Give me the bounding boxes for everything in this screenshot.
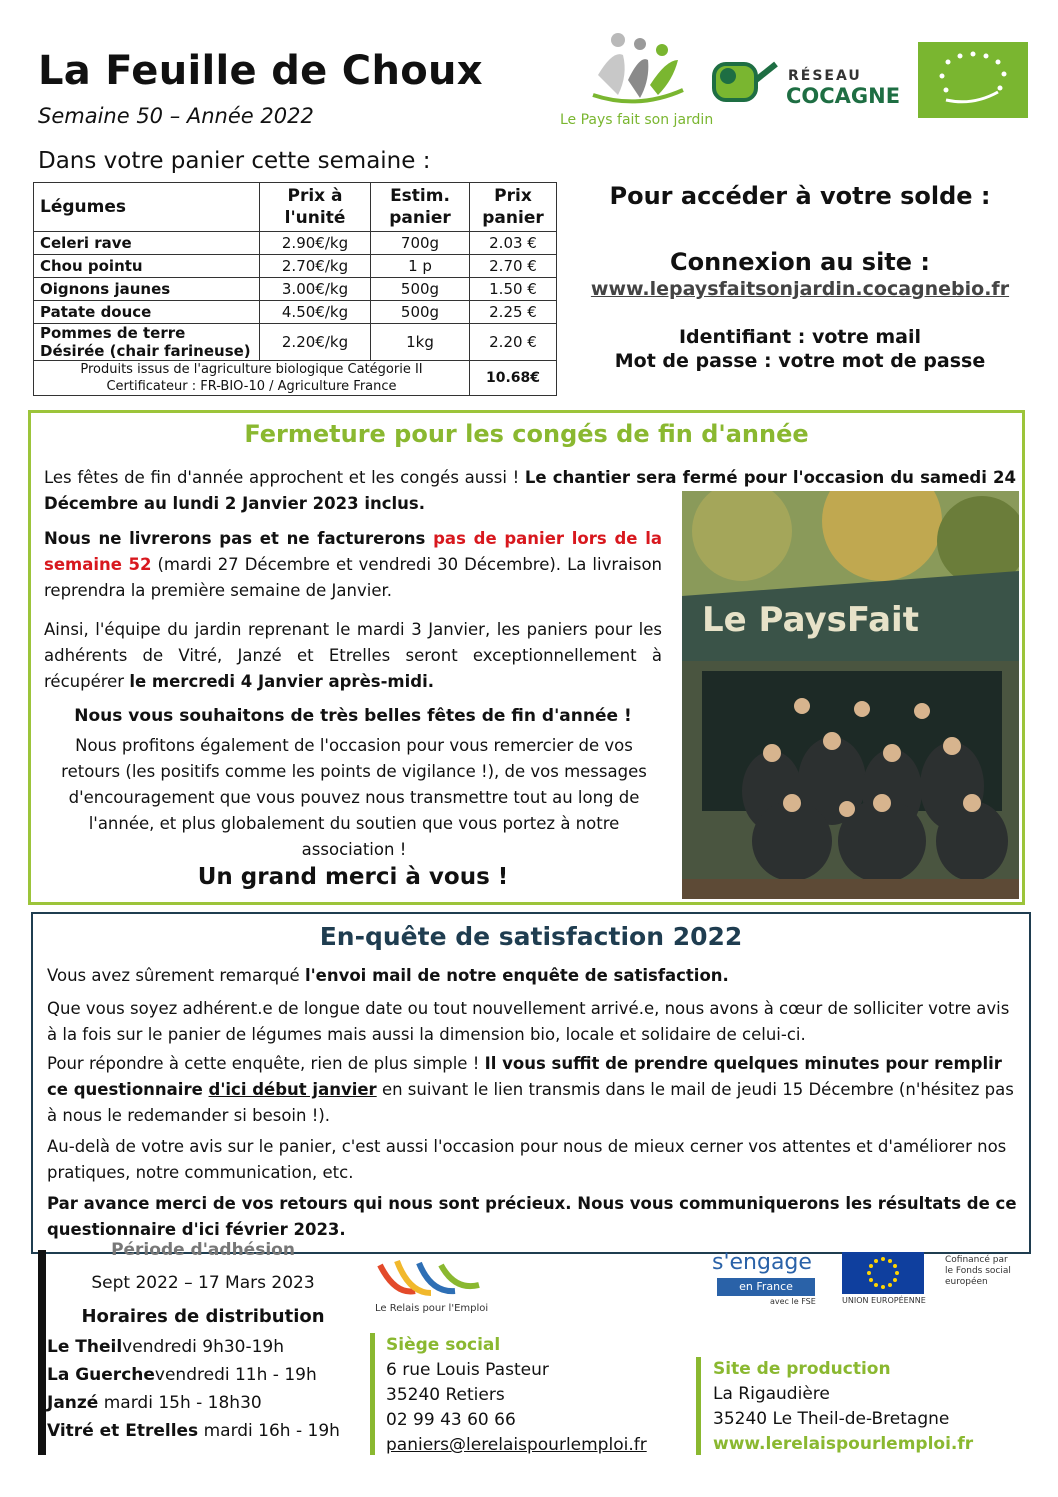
- closure-title: Fermeture pour les congés de fin d'année: [244, 420, 809, 448]
- schedule-place: Janzé: [47, 1393, 99, 1413]
- survey-paragraph-4: Au-delà de votre avis sur le panier, c'est aussi l'occasion pour nous de mieux cerner vos attentes et d'améliorer nos pratiques, notre communication, etc.: [47, 1137, 1007, 1182]
- row-qty: 500g: [371, 278, 470, 301]
- survey-p3-rest: en suivant le lien transmis dans le mail de jeudi 15 Décembre (n'hésitez pas à nous le redemander si besoin !).: [47, 1080, 1014, 1125]
- watering-can-icon: [708, 50, 783, 110]
- head-office-title: Siège social: [386, 1335, 501, 1355]
- production-site-url[interactable]: www.lerelaispourlemploi.fr: [713, 1434, 974, 1454]
- connexion-heading: Connexion au site :: [669, 248, 931, 276]
- relais-pour-emploi-logo: [370, 1255, 500, 1325]
- page-subtitle: Semaine 50 – Année 2022: [38, 104, 314, 128]
- row-total: 2.70 €: [470, 255, 557, 278]
- footer-distribution-block: [38, 1240, 368, 1445]
- closure-p2-red: pas de panier lors de la semaine 52: [44, 529, 662, 574]
- table-footer-row: [34, 361, 557, 396]
- membership-period-label: Période d'adhésion: [111, 1240, 295, 1260]
- eu-leaf-stars-icon: [918, 42, 1028, 118]
- row-total: 2.20 €: [470, 324, 557, 361]
- production-green-bar: [696, 1357, 701, 1455]
- survey-paragraph-2: Que vous soyez adhérent.e de longue date ou tout nouvellement arrivé.e, nous avons à cœur de solliciter votre avis à la fois sur le panier de légumes mais aussi la dimension bio, locale et solidaire de celui-ci.: [47, 999, 1010, 1044]
- pays-fait-son-jardin-logo: [560, 30, 720, 135]
- closure-p2-bold: Nous ne livrerons pas et ne facturerons: [44, 529, 434, 548]
- siege-green-bar: [370, 1333, 375, 1455]
- survey-p3-bold: Il vous suffit de prendre quelques minutes pour remplir ce questionnaire: [47, 1054, 1002, 1099]
- balance-access-block: [580, 182, 1020, 372]
- col-header-prix-unite: Prix à l'unité: [260, 183, 371, 232]
- schedule-hours: vendredi 9h30-19h: [122, 1337, 285, 1357]
- row-name: Patate douce: [34, 301, 260, 324]
- schedule-item: [47, 1389, 368, 1417]
- row-qty: 700g: [371, 232, 470, 255]
- schedule-item: [47, 1417, 368, 1445]
- engage-text: s'engage: [712, 1250, 812, 1275]
- survey-paragraph-5: Par avance merci de vos retours qui nous sont précieux. Nous vous communiquerons les résultats de ce questionnaire d'ici février 2023.: [47, 1194, 1017, 1239]
- table-row: [34, 232, 557, 255]
- table-header-row: [34, 183, 557, 232]
- row-name: Chou pointu: [34, 255, 260, 278]
- head-office-line: 35240 Retiers: [386, 1385, 505, 1405]
- closure-p1-text: Les fêtes de fin d'année approchent et les congés aussi !: [44, 468, 525, 487]
- certification-line2: Certificateur : FR-BIO-10 / Agriculture France: [106, 379, 397, 394]
- row-name: Oignons jaunes: [34, 278, 260, 301]
- holiday-wishes: Nous vous souhaitons de très belles fêtes de fin d'année !: [74, 706, 632, 726]
- table-row: [34, 278, 557, 301]
- eu-organic-leaf-logo: [918, 42, 1028, 118]
- row-qty: 1 p: [371, 255, 470, 278]
- table-row: [34, 255, 557, 278]
- page-title: La Feuille de Choux: [38, 48, 483, 94]
- grand-total: 10.68€: [470, 361, 557, 396]
- row-name: Celeri rave: [34, 232, 260, 255]
- closure-p3-text: Ainsi, l'équipe du jardin reprenant le mardi 3 Janvier, les paniers pour les adhérents de Vitré, Janzé et Etrelles seront exceptionnellement à récupérer: [44, 620, 662, 691]
- row-price: 4.50€/kg: [260, 301, 371, 324]
- basket-table: [33, 182, 557, 396]
- survey-title: En-quête de satisfaction 2022: [319, 922, 743, 951]
- schedule-hours: mardi 16h - 19h: [198, 1421, 340, 1441]
- thanks-paragraph: Nous profitons également de l'occasion pour vous remercier de vos retours (les positifs comme les points de vigilance !), de vos messages d'encouragement que vous pouvez nous transmettre tout au long de l'année, et plus globalement du soutien que vous portez à notre association !: [61, 736, 647, 859]
- head-office-phone: 02 99 43 60 66: [386, 1410, 516, 1430]
- organic-certification: [34, 361, 470, 396]
- row-price: 2.90€/kg: [260, 232, 371, 255]
- distribution-schedule: [38, 1333, 368, 1445]
- row-name: Pommes de terre Désirée (chair farineuse): [34, 324, 260, 361]
- survey-p1-text: Vous avez sûrement remarqué: [47, 966, 305, 985]
- schedule-item: [47, 1361, 368, 1389]
- login-password: Mot de passe : votre mot de passe: [614, 350, 986, 372]
- closure-paragraph-2: [44, 526, 662, 604]
- row-qty: 500g: [371, 301, 470, 324]
- fse-engage-logo: [712, 1250, 817, 1308]
- closure-p2-rest: (mardi 27 Décembre et vendredi 30 Décembre). La livraison reprendra la première semaine de Janvier.: [44, 555, 662, 600]
- production-site-line: 35240 Le Theil-de-Bretagne: [713, 1409, 950, 1429]
- row-price: 3.00€/kg: [260, 278, 371, 301]
- table-row: [34, 324, 557, 361]
- engage-subtext: en France: [717, 1278, 815, 1296]
- cocagne-logo: [708, 50, 908, 110]
- basket-heading: Dans votre panier cette semaine :: [38, 148, 431, 174]
- col-header-estim: Estim. panier: [371, 183, 470, 232]
- svg-text:Le PaysFait: Le PaysFait: [702, 600, 919, 640]
- balance-heading: Pour accéder à votre solde :: [609, 182, 991, 210]
- schedule-place: Le Theil: [47, 1337, 123, 1357]
- survey-p3-deadline: d'ici début janvier: [208, 1080, 377, 1099]
- cocagne-line1: RÉSEAU: [788, 68, 862, 84]
- row-price: 2.70€/kg: [260, 255, 371, 278]
- team-photo: [682, 491, 1019, 899]
- survey-paragraph-3: [47, 1051, 1017, 1129]
- schedule-place: La Guerche: [47, 1365, 155, 1385]
- schedule-place: Vitré et Etrelles: [47, 1421, 199, 1441]
- survey-p1-bold: l'envoi mail de notre enquête de satisfaction.: [304, 966, 729, 985]
- closure-p3-bold: le mercredi 4 Janvier après-midi.: [129, 672, 435, 691]
- team-photo-illustration: [682, 491, 1019, 899]
- row-price: 2.20€/kg: [260, 324, 371, 361]
- pays-logo-caption: Le Pays fait son jardin: [560, 112, 714, 128]
- col-header-legumes: Légumes: [34, 183, 260, 232]
- schedule-hours: vendredi 11h - 19h: [154, 1365, 317, 1385]
- production-site-line: La Rigaudière: [713, 1384, 830, 1404]
- row-total: 2.03 €: [470, 232, 557, 255]
- col-header-prix-panier: Prix panier: [470, 183, 557, 232]
- closure-paragraph-3: [44, 617, 662, 695]
- relais-caption: Le Relais pour l'Emploi: [375, 1303, 489, 1314]
- head-office-block: [386, 1333, 647, 1458]
- membership-period: Sept 2022 – 17 Mars 2023: [91, 1273, 315, 1293]
- row-total: 2.25 €: [470, 301, 557, 324]
- production-site-block: [713, 1357, 973, 1457]
- row-qty: 1kg: [371, 324, 470, 361]
- production-site-title: Site de production: [713, 1359, 891, 1379]
- survey-paragraph-1: [47, 963, 1017, 989]
- table-row: [34, 301, 557, 324]
- certification-line1: Produits issus de l'agriculture biologique Catégorie II: [80, 362, 423, 377]
- eu-stars-icon: [842, 1252, 924, 1294]
- people-logo-icon: [588, 30, 688, 105]
- head-office-email[interactable]: paniers@lerelaispourlemploi.fr: [386, 1435, 647, 1455]
- survey-p3-text: Pour répondre à cette enquête, rien de plus simple !: [47, 1054, 485, 1073]
- engage-subtext-2: avec le FSE: [770, 1297, 816, 1306]
- row-total: 1.50 €: [470, 278, 557, 301]
- eu-flag-icon: [842, 1252, 924, 1294]
- cocagne-line2: COCAGNE: [786, 84, 901, 108]
- site-link[interactable]: www.lepaysfaitsonjardin.cocagnebio.fr: [590, 278, 1010, 300]
- fse-cofinance-text: Cofinancé par le Fonds social européen: [945, 1255, 1011, 1287]
- login-identifier: Identifiant : votre mail: [678, 326, 922, 348]
- schedule-hours: mardi 15h - 18h30: [98, 1393, 262, 1413]
- big-thanks: Un grand merci à vous !: [197, 864, 509, 890]
- head-office-line: 6 rue Louis Pasteur: [386, 1360, 549, 1380]
- eu-caption: UNION EUROPÉENNE: [842, 1296, 926, 1305]
- closure-p1-bold: Le chantier sera fermé pour l'occasion du samedi 24 Décembre au lundi 2 Janvier 2023 inclus.: [44, 468, 1017, 513]
- relais-logo-icon: [375, 1255, 485, 1301]
- schedule-item: [47, 1333, 368, 1361]
- distribution-hours-title: Horaires de distribution: [81, 1306, 325, 1327]
